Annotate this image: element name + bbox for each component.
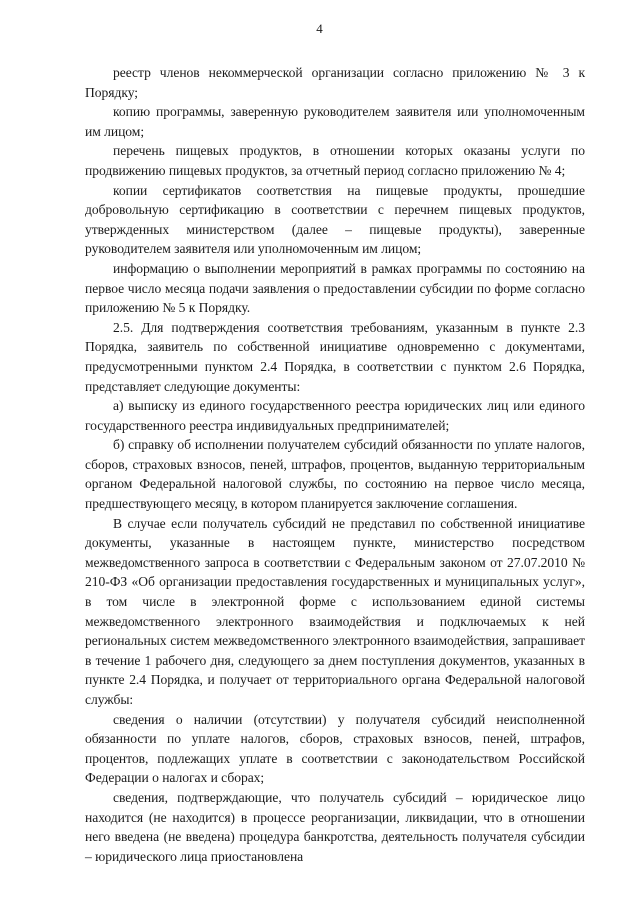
page-number: 4 bbox=[316, 21, 323, 36]
paragraph-item-a: а) выписку из единого государственного реестра юридических лиц или единого государственного реестра индивидуальных предпринимателей; bbox=[85, 398, 585, 433]
paragraph-certificates: копии сертификатов соответствия на пищевые продукты, прошедшие добровольную сертификацию в соответствии с перечнем пищевых продуктов, утвержденных министерством (далее – пищевые продукты), заверенные руководителем заявителя или уполномоченным им лицом; bbox=[85, 182, 585, 257]
paragraph-members-registry: реестр членов некоммерческой организации согласно приложению № 3 к Порядку; bbox=[85, 65, 585, 100]
paragraph-reorganization-status: сведения, подтверждающие, что получатель субсидий – юридическое лицо находится (не находится) в процессе реорганизации, ликвидации, что в отношении него введена (не введена) процедура банкротства, деятельность получателя субсидии – юридического лица приостановлена bbox=[85, 789, 585, 864]
paragraph-tax-obligations: сведения о наличии (отсутствии) у получателя субсидий неисполненной обязанности по уплате налогов, сборов, страховых взносов, пеней, штрафов, процентов, подлежащих уплате в соответствии с законодательством Российской Федерации о налогах и сборах; bbox=[85, 711, 585, 786]
paragraph-food-products-list: перечень пищевых продуктов, в отношении которых оказаны услуги по продвижению пищевых продуктов, за отчетный период согласно приложению № 4; bbox=[85, 143, 585, 178]
document-body bbox=[85, 63, 585, 866]
paragraph-program-activities: информацию о выполнении мероприятий в рамках программы по состоянию на первое число месяца подачи заявления о предоставлении субсидии по форме согласно приложению № 5 к Порядку. bbox=[85, 260, 585, 316]
paragraph-program-copy: копию программы, заверенную руководителем заявителя или уполномоченным им лицом; bbox=[85, 104, 585, 139]
paragraph-clause-2-5: 2.5. Для подтверждения соответствия требованиям, указанным в пункте 2.3 Порядка, заявитель по собственной инициативе одновременно с документами, предусмотренными пунктом 2.4 Порядка, в соответствии с пунктом 2.6 Порядка, представляет следующие документы: bbox=[85, 319, 585, 394]
paragraph-item-b: б) справку об исполнении получателем субсидий обязанности по уплате налогов, сборов, страховых взносов, пеней, штрафов, процентов, выданную территориальным органом Федеральной налоговой службы, по состоянию на первое число месяца, предшествующего месяцу, в котором планируется заключение соглашения. bbox=[85, 437, 585, 512]
paragraph-interagency-request: В случае если получатель субсидий не представил по собственной инициативе документы, указанные в настоящем пункте, министерство посредством межведомственного запроса в соответствии с Федеральным законом от 27.07.2010 № 210-ФЗ «Об организации предоставления государственных и муниципальных услуг», в том числе в электронной форме с использованием единой системы межведомственного электронного взаимодействия и подключаемых к ней региональных систем межведомственного электронного взаимодействия, запрашивает в течение 1 рабочего дня, следующего за днем поступления документов, указанных в пункте 2.4 Порядка, и получает от территориального органа Федеральной налоговой службы: bbox=[85, 515, 585, 707]
